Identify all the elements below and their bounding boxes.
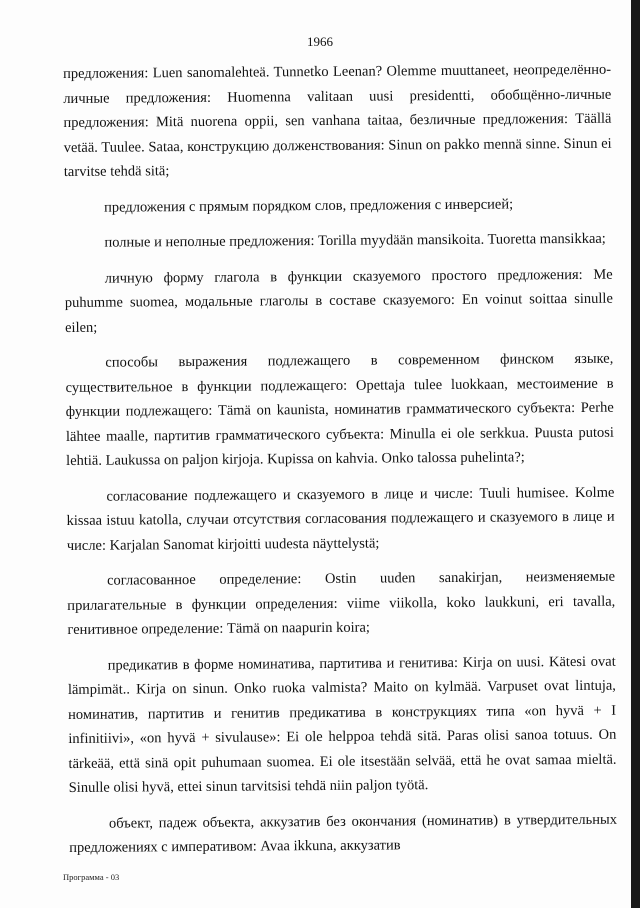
paragraph: согласованное определение: Ostin uuden sanakirjan, неизменяемые прилагательные в функции определения: viime viikolla, koko laukkuni, eri tavalla, генитивное определение: Tämä on naapurin koira;: [67, 568, 616, 638]
paragraph: предложения: Luen sanomalehteä. Tunnetko Leenan? Olemme muuttaneet, неопределённо-личные предложения: Huomenna valitaan uusi presidentti, обобщённо-личные предложения: Mitä nuorena oppii, sen vanhana taitaa, безличные предложения: Täällä vetää. Tuulee. Sataa, конструкцию долженствования: Sinun on pakko mennä sinne. Sinun ei tarvitse tehdä sitä;: [63, 61, 612, 180]
paragraph: согласование подлежащего и сказуемого в лице и числе: Tuuli humisee. Kolme kissaa istuu katolla, случаи отсутствия согласования подлежащего и сказуемого в лице и числе: Karjalan Sanomat kirjoitti uudesta näyttelystä;: [66, 484, 615, 554]
paragraph: полные и неполные предложения: Torilla myydään mansikoita. Tuoretta mansikkaa;: [104, 230, 606, 251]
page-number: 1966: [307, 34, 333, 49]
paragraph: предикатив в форме номинатива, партитива и генитива: Kirja on uusi. Kätesi ovat lämpimät.. Kirja on sinun. Onko ruoka valmista? Maito on kylmää. Varpuset ovat lintuja, номинатив, партитив и генитив предикатива в конструкциях типа «on hyvä + I infinitiivi», «on hyvä + sivulause»: Ei ole helppoa tehdä sitä. Paras olisi sanoa totuus. On tärkeää, että sinä opit puhumaan suomea. Ei ole itsestään selvää, että he ovat samaa mieltä. Sinulle olisi hyvä, ettei sinun tarvitsisi tehdä niin paljon työtä.: [67, 653, 617, 796]
page-footer: Программа - 03: [63, 872, 120, 882]
paragraph: предложения с прямым порядком слов, предложения с инверсией;: [104, 195, 514, 216]
paragraph: объект, падеж объекта, аккузатив без окончания (номинатив) в утвердительных предложениях с императивом: Avaa ikkuna, аккузатив: [69, 811, 618, 856]
paragraph: способы выражения подлежащего в современном финском языке, существительное в функции подлежащего: Opettaja tulee luokkaan, местоимение в функции подлежащего: Tämä on kaunista, номинатив грамматического субъекта: Perhe lähtee maalle, партитив грамматического субъекта: Minulla ei ole serkkua. Puusta putosi lehtiä. Laukussa on paljon kirjoja. Kupissa on kahvia. Onko talossa puhelinta?;: [65, 350, 614, 469]
scan-edge: [631, 0, 640, 908]
paragraph: личную форму глагола в функции сказуемого простого предложения: Me puhumme suomea, модальные глаголы в составе сказуемого: En voinut soittaa sinulle eilen;: [64, 266, 613, 336]
body-text: [63, 58, 617, 872]
